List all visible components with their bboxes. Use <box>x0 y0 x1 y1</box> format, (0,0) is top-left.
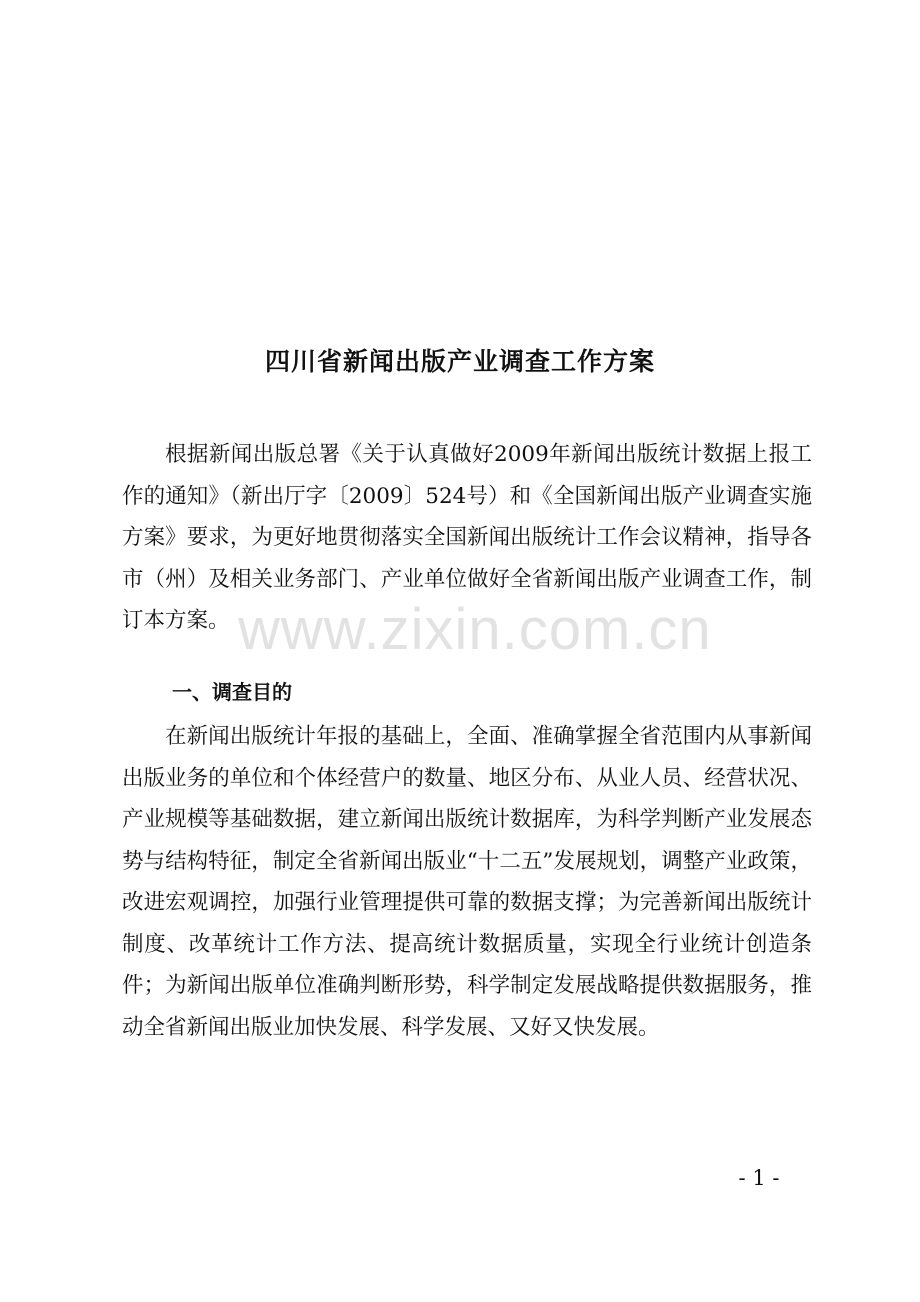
section-paragraph: 在新闻出版统计年报的基础上，全面、准确掌握全省范围内从事新闻出版业务的单位和个体经营户的数量、地区分布、从业人员、经营状况、产业规模等基础数据，建立新闻出版统计数据库，为科学判断产业发展态势与结构特征，制定全省新闻出版业“十二五”发展规划，调整产业政策，改进宏观调控，加强行业管理提供可靠的数据支撑；为完善新闻出版统计制度、改革统计工作方法、提高统计数据质量，实现全行业统计创造条件；为新闻出版单位准确判断形势，科学制定发展战略提供数据服务，推动全省新闻出版业加快发展、科学发展、又好又快发展。 <box>122 724 812 1040</box>
page-number: - 1 - <box>738 1166 780 1190</box>
intro-paragraph: 根据新闻出版总署《关于认真做好2009年新闻出版统计数据上报工作的通知》（新出厅字〔2009〕524号）和《全国新闻出版产业调查实施方案》要求，为更好地贯彻落实全国新闻出版统计工作会议精神，指导各市（州）及相关业务部门、产业单位做好全省新闻出版产业调查工作，制订本方案。 <box>122 442 812 633</box>
watermark: www.zixin.com.cn <box>238 597 712 662</box>
section-heading: 一、调查目的 <box>172 680 292 704</box>
page-title: 四川省新闻出版产业调查工作方案 <box>264 347 655 376</box>
